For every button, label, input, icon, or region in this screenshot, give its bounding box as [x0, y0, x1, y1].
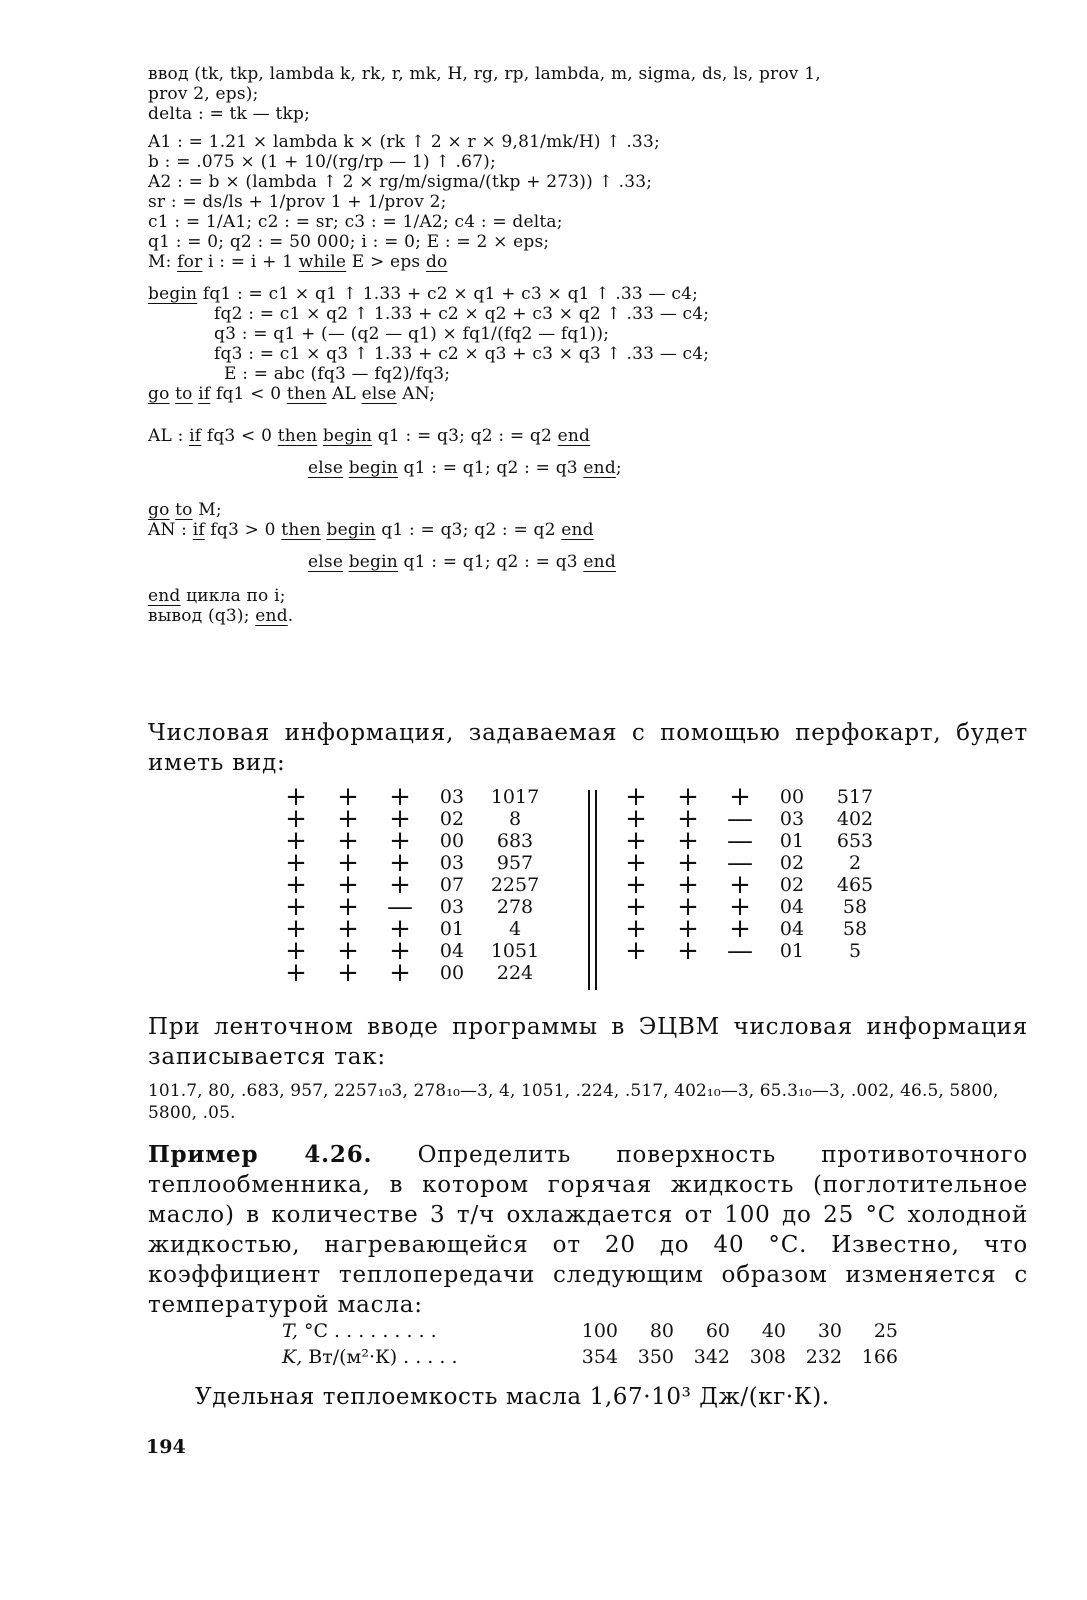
code-text: A1 : = 1.21 × lambda k × (rk ↑ 2 × r × 9,81/mk/H) ↑ .33;	[148, 132, 660, 152]
mantissa-cell: 2	[848, 852, 862, 874]
tape-data: 101.7, 80, .683, 957, 2257₁₀3, 278₁₀—3, 4, 1051, .224, .517, 402₁₀—3, 65.3₁₀—3, .002, 46.5, 5800, 5800, .05.	[148, 1081, 999, 1123]
algol-program	[148, 64, 1048, 626]
symbol: K,	[282, 1346, 303, 1368]
sign-cell: +	[389, 870, 411, 900]
table-row	[610, 940, 892, 962]
table-row	[610, 852, 892, 874]
exponent-cell: 03	[779, 808, 805, 830]
sign-cell: —	[727, 848, 753, 878]
mantissa-cell: 683	[496, 830, 534, 852]
mantissa-cell: 58	[842, 896, 868, 918]
sign-cell: +	[389, 958, 411, 988]
sign-cell: +	[625, 936, 647, 966]
keyword: do	[425, 252, 448, 272]
code-line	[148, 458, 1048, 478]
keyword: go	[148, 500, 170, 520]
value-cell: 60	[705, 1320, 730, 1342]
exponent-cell: 01	[779, 940, 805, 962]
symbol: T,	[282, 1320, 298, 1342]
exponent-cell: 03	[439, 896, 465, 918]
mantissa-cell: 1017	[490, 786, 540, 808]
sign-cell: +	[729, 892, 751, 922]
table-row	[270, 808, 552, 830]
intro-paragraph: Числовая информация, задаваемая с помощью перфокарт, будет иметь вид:	[148, 720, 1028, 776]
code-line	[148, 304, 1048, 324]
table-row	[270, 852, 552, 874]
code-text: ввод (tk, tkp, lambda k, rk, r, mk, H, rg, rp, lambda, m, sigma, ds, ls, prov 1,	[148, 64, 821, 84]
heat-capacity-text: Удельная теплоемкость масла 1,67·10³ Дж/(кг·К).	[195, 1384, 830, 1410]
code-line	[148, 84, 1048, 104]
code-line	[148, 172, 1048, 192]
keyword: go	[148, 384, 170, 404]
value-cell: 80	[649, 1320, 674, 1342]
code-text: вывод (q3);	[148, 606, 256, 626]
mantissa-cell: 653	[836, 830, 874, 852]
code-text: M:	[148, 252, 178, 272]
table-row	[270, 896, 552, 918]
mantissa-cell: 2257	[490, 874, 540, 896]
mantissa-cell: 465	[836, 874, 874, 896]
sign-cell: +	[389, 826, 411, 856]
code-text: E > eps	[346, 252, 426, 272]
sign-cell: +	[677, 848, 699, 878]
sign-cell: +	[389, 804, 411, 834]
table-row	[270, 940, 552, 962]
code-line	[148, 586, 1048, 606]
table-row	[610, 896, 892, 918]
sign-cell: +	[285, 914, 307, 944]
sign-cell: +	[285, 826, 307, 856]
sign-cell: +	[677, 804, 699, 834]
code-text: b : = .075 × (1 + 10/(rg/rp — 1) ↑ .67);	[148, 152, 496, 172]
code-text: .	[287, 606, 294, 626]
sign-cell: +	[285, 782, 307, 812]
mantissa-cell: 278	[496, 896, 534, 918]
code-line	[148, 152, 1048, 172]
keyword: begin	[348, 458, 398, 478]
sign-cell: +	[285, 892, 307, 922]
value-cell: 308	[749, 1346, 786, 1368]
keyword: begin	[348, 552, 398, 572]
code-text: i : = i + 1	[202, 252, 299, 272]
value-cell: 40	[761, 1320, 786, 1342]
code-text: q1 : = q3; q2 : = q2	[375, 520, 562, 540]
k-table-label	[282, 1344, 562, 1370]
code-text: AL	[326, 384, 362, 404]
exponent-cell: 03	[439, 786, 465, 808]
sign-cell: +	[337, 914, 359, 944]
keyword: then	[281, 520, 321, 540]
mantissa-cell: 5	[848, 940, 862, 962]
code-text: fq2 : = c1 × q2 ↑ 1.33 + c2 × q2 + c3 × q2 ↑ .33 — c4;	[214, 304, 710, 324]
code-line	[148, 606, 1048, 626]
keyword: while	[298, 252, 347, 272]
code-line	[148, 364, 1048, 384]
code-line	[148, 324, 1048, 344]
keyword: end	[583, 552, 616, 572]
code-text: fq1 : = c1 × q1 ↑ 1.33 + c2 × q1 + c3 × q1 ↑ .33 — c4;	[197, 284, 699, 304]
unit: °C . . . . . . . . .	[297, 1320, 437, 1342]
code-line	[148, 552, 1048, 572]
sign-cell: —	[727, 936, 753, 966]
code-text: AL :	[148, 426, 190, 446]
table-row	[270, 786, 552, 808]
keyword: else	[361, 384, 397, 404]
punch-table-right	[610, 782, 892, 966]
table-row	[270, 830, 552, 852]
code-line	[148, 212, 1048, 232]
exponent-cell: 02	[439, 808, 465, 830]
value-cell: 354	[581, 1346, 618, 1368]
keyword: begin	[322, 426, 373, 446]
example-heading: Пример 4.26.	[148, 1141, 373, 1168]
exponent-cell: 04	[779, 918, 805, 940]
sign-cell: +	[337, 826, 359, 856]
sign-cell: +	[729, 782, 751, 812]
sign-cell: —	[727, 826, 753, 856]
sign-cell: +	[337, 870, 359, 900]
code-text: prov 2, eps);	[148, 84, 259, 104]
k-table	[282, 1318, 898, 1370]
exponent-cell: 04	[439, 940, 465, 962]
sign-cell: +	[389, 914, 411, 944]
code-text: delta : = tk — tkp;	[148, 104, 311, 124]
keyword: else	[308, 552, 344, 572]
code-line	[148, 104, 1048, 124]
exponent-cell: 03	[439, 852, 465, 874]
code-line	[148, 344, 1048, 364]
sign-cell: +	[285, 848, 307, 878]
sign-cell: +	[337, 848, 359, 878]
value-cell: 342	[693, 1346, 730, 1368]
code-text: fq3 > 0	[204, 520, 282, 540]
keyword: then	[277, 426, 318, 446]
value-cell: 232	[805, 1346, 842, 1368]
sign-cell: +	[729, 870, 751, 900]
punch-card-table	[270, 782, 910, 996]
code-text: E : = abc (fq3 — fq2)/fq3;	[224, 364, 451, 384]
code-text: AN;	[396, 384, 436, 404]
exponent-cell: 07	[439, 874, 465, 896]
table-row	[270, 962, 552, 984]
sign-cell: +	[625, 804, 647, 834]
code-text: A2 : = b × (lambda ↑ 2 × rg/m/sigma/(tkp + 273)) ↑ .33;	[148, 172, 653, 192]
sign-cell: —	[387, 892, 413, 922]
code-text: цикла по i;	[180, 586, 286, 606]
code-text: fq1 < 0	[210, 384, 287, 404]
exponent-cell: 02	[779, 874, 805, 896]
sign-cell: +	[337, 958, 359, 988]
sign-cell: +	[337, 804, 359, 834]
keyword: end	[557, 426, 591, 446]
keyword: end	[148, 586, 181, 606]
sign-cell: +	[285, 958, 307, 988]
code-text: ;	[615, 458, 622, 478]
code-line	[148, 284, 1048, 304]
code-line	[148, 384, 1048, 404]
keyword: if	[189, 426, 202, 446]
exponent-cell: 00	[779, 786, 805, 808]
keyword: for	[177, 252, 203, 272]
sign-cell: +	[677, 914, 699, 944]
mantissa-cell: 957	[496, 852, 534, 874]
code-text: q3 : = q1 + (— (q2 — q1) × fq1/(fq2 — fq1));	[214, 324, 610, 344]
example-paragraph	[148, 1140, 1028, 1320]
code-text: sr : = ds/ls + 1/prov 1 + 1/prov 2;	[148, 192, 447, 212]
exponent-cell: 01	[439, 918, 465, 940]
sign-cell: +	[625, 826, 647, 856]
keyword: end	[255, 606, 288, 626]
mantissa-cell: 58	[842, 918, 868, 940]
sign-cell: +	[677, 826, 699, 856]
keyword: end	[561, 520, 594, 540]
mantissa-cell: 402	[836, 808, 874, 830]
mantissa-cell: 517	[836, 786, 874, 808]
unit: Вт/(м²·К) . . . . .	[302, 1346, 458, 1368]
sign-cell: +	[337, 936, 359, 966]
exponent-cell: 00	[439, 962, 465, 984]
code-line	[148, 500, 1048, 520]
keyword: then	[286, 384, 327, 404]
sign-cell: +	[285, 936, 307, 966]
sign-cell: +	[389, 848, 411, 878]
value-cell: 30	[817, 1320, 842, 1342]
sign-cell: +	[677, 936, 699, 966]
mantissa-cell: 224	[496, 962, 534, 984]
value-cell: 100	[581, 1320, 618, 1342]
value-cell: 166	[861, 1346, 898, 1368]
punch-table-left	[270, 782, 552, 988]
mantissa-cell: 8	[508, 808, 522, 830]
sign-cell: —	[727, 804, 753, 834]
code-line	[148, 426, 1048, 446]
keyword: begin	[148, 284, 198, 304]
keyword: to	[175, 500, 193, 520]
value-cell: 350	[637, 1346, 674, 1368]
keyword: begin	[326, 520, 376, 540]
code-text: q1 : = q3; q2 : = q2	[372, 426, 558, 446]
code-text: fq3 < 0	[201, 426, 278, 446]
mantissa-cell: 4	[508, 918, 522, 940]
code-line	[148, 192, 1048, 212]
value-cell: 25	[873, 1320, 898, 1342]
example-text: Определить поверхность противоточного теплообменника, в котором горячая жидкость (поглотительное масло) в количестве 3 т/ч охлаждается от 100 до 25 °С холодной жидкостью, нагревающейся от 20 до 40 °С. Известно, что коэффициент теплопередачи следующим образом изменяется с температурой масла:	[148, 1142, 1029, 1318]
code-line	[148, 520, 1048, 540]
keyword: to	[175, 384, 193, 404]
sign-cell: +	[677, 892, 699, 922]
code-text: q1 : = q1; q2 : = q3	[397, 552, 584, 572]
keyword: if	[192, 520, 205, 540]
sign-cell: +	[677, 782, 699, 812]
k-table-label	[282, 1318, 562, 1344]
code-text: q1 : = q1; q2 : = q3	[397, 458, 584, 478]
k-table-row-temperature	[282, 1318, 898, 1344]
sign-cell: +	[285, 804, 307, 834]
page-number: 194	[146, 1436, 186, 1458]
code-line	[148, 64, 1048, 84]
code-text: fq3 : = c1 × q3 ↑ 1.33 + c2 × q3 + c3 × q3 ↑ .33 — c4;	[214, 344, 710, 364]
k-table-row-coefficient	[282, 1344, 898, 1370]
sign-cell: +	[625, 782, 647, 812]
code-text: c1 : = 1/A1; c2 : = sr; c3 : = 1/A2; c4 : = delta;	[148, 212, 563, 232]
sign-cell: +	[677, 870, 699, 900]
sign-cell: +	[625, 870, 647, 900]
exponent-cell: 02	[779, 852, 805, 874]
sign-cell: +	[625, 914, 647, 944]
keyword: end	[583, 458, 616, 478]
sign-cell: +	[389, 782, 411, 812]
keyword: if	[198, 384, 211, 404]
sign-cell: +	[625, 848, 647, 878]
code-line	[148, 232, 1048, 252]
sign-cell: +	[337, 892, 359, 922]
exponent-cell: 01	[779, 830, 805, 852]
code-text: AN :	[148, 520, 193, 540]
code-text: q1 : = 0; q2 : = 50 000; i : = 0; E : = 2 × eps;	[148, 232, 550, 252]
sign-cell: +	[729, 914, 751, 944]
exponent-cell: 04	[779, 896, 805, 918]
sign-cell: +	[337, 782, 359, 812]
table-divider	[588, 790, 597, 990]
keyword: else	[308, 458, 344, 478]
code-text: M;	[192, 500, 222, 520]
exponent-cell: 00	[439, 830, 465, 852]
mantissa-cell: 1051	[490, 940, 540, 962]
tape-intro-paragraph: При ленточном вводе программы в ЭЦВМ числовая информация записывается так:	[148, 1014, 1028, 1070]
code-line	[148, 132, 1048, 152]
sign-cell: +	[625, 892, 647, 922]
sign-cell: +	[389, 936, 411, 966]
sign-cell: +	[285, 870, 307, 900]
code-line	[148, 252, 1048, 272]
